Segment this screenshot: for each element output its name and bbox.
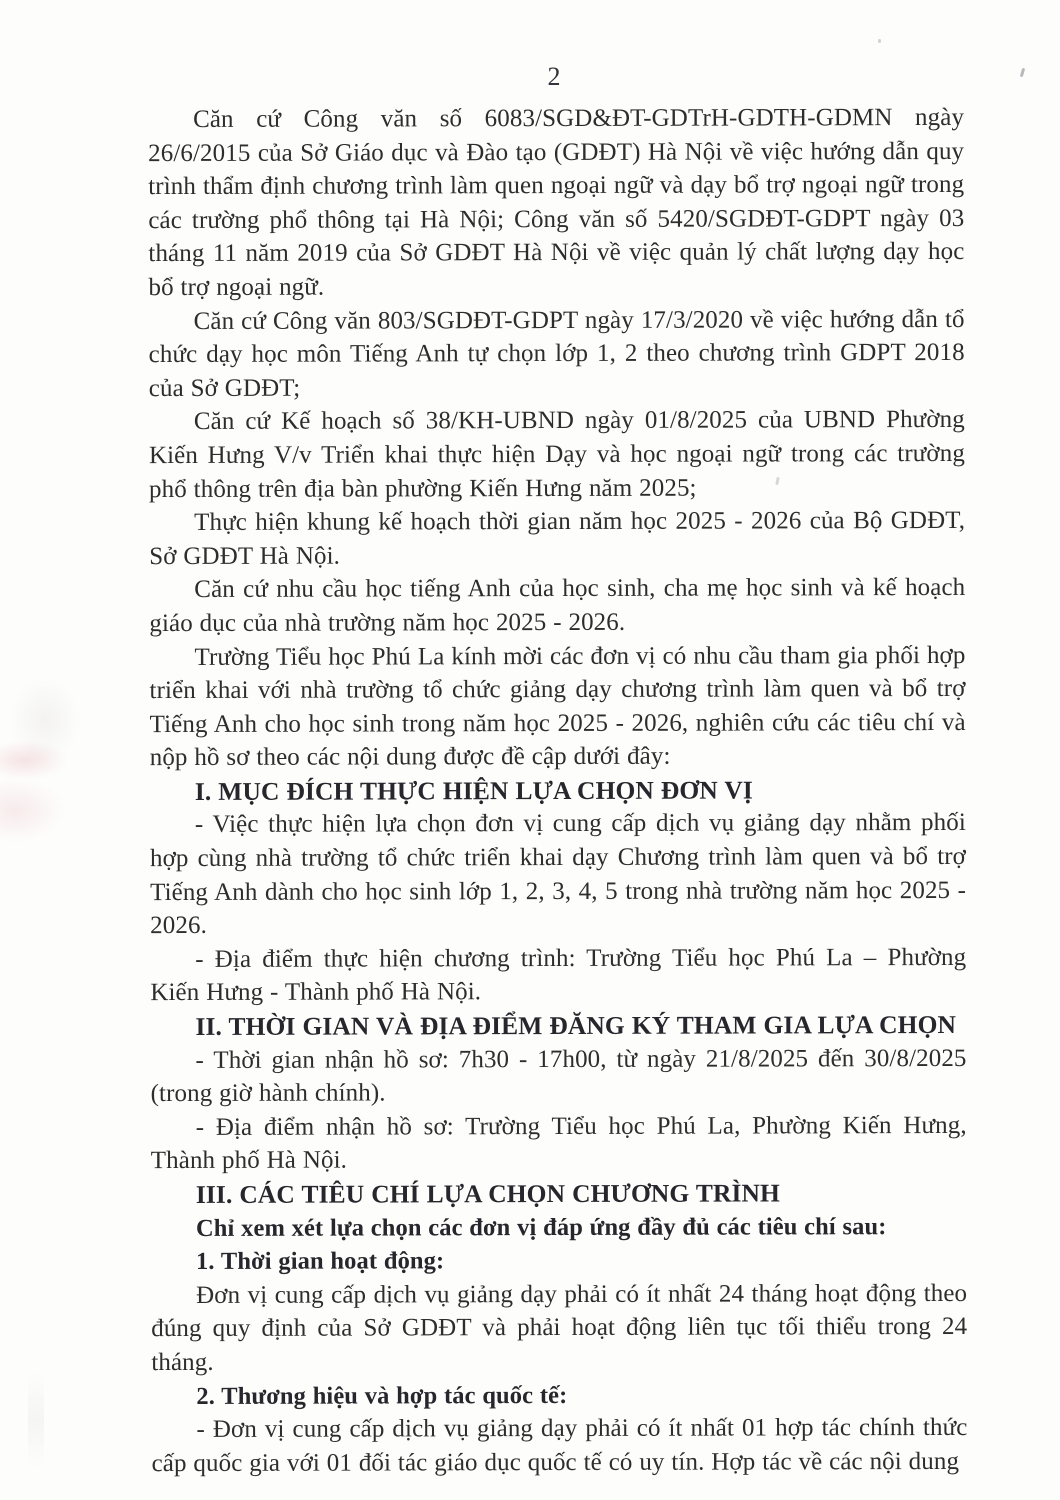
paragraph-thoi-gian-nhan-ho-so: - Thời gian nhận hồ sơ: 7h30 - 17h00, từ ngày 21/8/2025 đến 30/8/2025 (trong giờ hành chính). [150, 1044, 967, 1108]
stamp-bleed-through [0, 680, 135, 870]
paragraph-viec-thuc-hien-lua-chon: - Việc thực hiện lựa chọn đơn vị cung cấp dịch vụ giảng dạy nhằm phối hợp cùng nhà trường tổ chức triển khai dạy Chương trình làm quen và bổ trợ Tiếng Anh dành cho học sinh lớp 1, 2, 3, 4, 5 trong nhà trường năm học 2025 - 2026. [149, 809, 967, 940]
paragraph-dia-diem-nhan-ho-so: - Địa điểm nhận hồ sơ: Trường Tiểu học Phú La, Phường Kiến Hưng, Thành phố Hà Nội. [150, 1111, 967, 1175]
paragraph-khung-ke-hoach: Thực hiện khung kế hoạch thời gian năm học 2025 - 2026 của Bộ GDĐT, Sở GDĐT Hà Nội. [149, 507, 966, 570]
scan-smudge [28, 1372, 44, 1468]
heading-section-3-tieu-chi: III. CÁC TIÊU CHÍ LỰA CHỌN CHƯƠNG TRÌNH [195, 1178, 780, 1209]
heading-section-1-muc-dich: I. MỤC ĐÍCH THỰC HIỆN LỰA CHỌN ĐƠN VỊ [194, 775, 753, 806]
page-number: 2 [547, 62, 561, 91]
paragraph-cong-van-6083: Căn cứ Công văn số 6083/SGD&ĐT-GDTrH-GDTH-GDMN ngày 26/6/2015 của Sở Giáo dục và Đào tạo (GDĐT) Hà Nội về việc hướng dẫn quy trình thẩm định chương trình làm quen ngoại ngữ và dạy bổ trợ ngoại ngữ trong các trường phổ thông tại Hà Nội; Công văn số 5420/SGDĐT-GDPT ngày 03 tháng 11 năm 2019 của Sở GDĐT Hà Nội về việc quản lý chất lượng dạy học bổ trợ ngoại ngữ. [148, 103, 965, 302]
subheading-1-thoi-gian-hoat-dong: 1. Thời gian hoạt động: [195, 1247, 445, 1276]
subheading-2-thuong-hieu-hop-tac: 2. Thương hiệu và hợp tác quốc tế: [196, 1381, 568, 1410]
heading-section-2-thoi-gian-dia-diem: II. THỜI GIAN VÀ ĐỊA ĐIỂM ĐĂNG KÝ THAM GIA LỰA CHỌN [195, 1009, 957, 1041]
scan-speck [1020, 68, 1025, 77]
paragraph-hop-tac-quoc-te: - Đơn vị cung cấp dịch vụ giảng dạy phải có ít nhất 01 hợp tác chính thức cấp quốc gia với 01 đối tác giáo dục quốc tế có uy tín. Hợp tác về các nội dung [151, 1414, 968, 1477]
paragraph-chi-xem-xet: Chỉ xem xét lựa chọn các đơn vị đáp ứng đầy đủ các tiêu chí sau: [195, 1212, 887, 1242]
paragraph-kinh-moi-don-vi: Trường Tiểu học Phú La kính mời các đơn vị có nhu cầu tham gia phối hợp triển khai với nhà trường tổ chức giảng dạy chương trình làm quen và bổ trợ Tiếng Anh cho học sinh trong năm học 2025 - 2026, nghiên cứu các tiêu chí và nộp hồ sơ theo các nội dung được đề cập dưới đây: [149, 641, 966, 772]
paragraph-ke-hoach-38: Căn cứ Kế hoạch số 38/KH-UBND ngày 01/8/2025 của UBND Phường Kiến Hưng V/v Triển khai thực hiện Dạy và học ngoại ngữ trong các trường phổ thông trên địa bàn phường Kiến Hưng năm 2025; [148, 406, 965, 503]
document-body [148, 101, 968, 1480]
paragraph-cong-van-803: Căn cứ Công văn 803/SGDĐT-GDPT ngày 17/3/2020 về việc hướng dẫn tổ chức dạy học môn Tiếng Anh tự chọn lớp 1, 2 theo chương trình GDPT 2018 của Sở GDĐT; [148, 305, 965, 402]
paragraph-don-vi-24-thang: Đơn vị cung cấp dịch vụ giảng dạy phải có ít nhất 24 tháng hoạt động theo đúng quy định của Sở GDĐT và phải hoạt động liên tục tối thiểu trong 24 tháng. [151, 1279, 968, 1377]
paragraph-nhu-cau-hoc-tieng-anh: Căn cứ nhu cầu học tiếng Anh của học sinh, cha mẹ học sinh và kế hoạch giáo dục của nhà trường năm học 2025 - 2026. [149, 574, 966, 637]
paragraph-dia-diem-chuong-trinh: - Địa điểm thực hiện chương trình: Trường Tiểu học Phú La – Phường Kiến Hưng - Thành phố Hà Nội. [150, 943, 967, 1007]
scan-speck [878, 39, 881, 43]
